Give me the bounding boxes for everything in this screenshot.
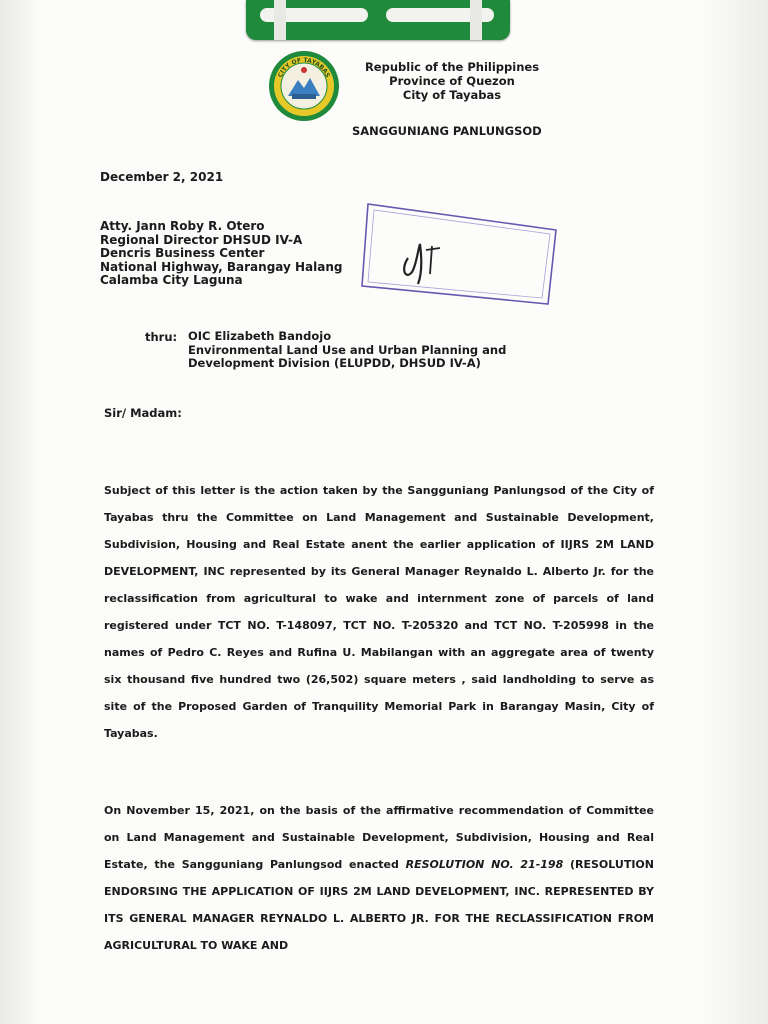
letterhead xyxy=(352,60,552,102)
city-seal-icon xyxy=(268,50,340,122)
addressee-block xyxy=(100,220,343,288)
letterhead-province: Province of Quezon xyxy=(389,74,515,88)
paragraph-2-title: (RESOLUTION ENDORSING THE APPLICATION OF IIJRS 2M LAND DEVELOPMENT, INC. REPRESENTED BY ITS GENERAL MANAGER REYNALDO L. ALBERTO JR. FOR THE RECLASSIFICATION FROM AGRICULTURAL TO WAKE AND xyxy=(104,858,654,952)
thru-block xyxy=(188,330,506,371)
paragraph-2-intro: On November 15, 2021, on the basis of the affirmative recommendation of Committee on Land Management and Sustainable Development, Subdivision, Housing and Real Estate, the Sangguniang Panlungsod enacted xyxy=(104,804,654,871)
paper-fastener xyxy=(246,0,510,40)
addressee-city: Calamba City Laguna xyxy=(100,273,243,287)
letterhead-country: Republic of the Philippines xyxy=(364,60,540,74)
received-stamp-icon xyxy=(360,200,560,310)
letter-date: December 2, 2021 xyxy=(100,170,224,184)
council-name: SANGGUNIANG PANLUNGSOD xyxy=(352,124,542,138)
letterhead-city: City of Tayabas xyxy=(402,88,502,102)
salutation: Sir/ Madam: xyxy=(104,406,182,420)
resolution-number: RESOLUTION NO. 21-198 xyxy=(405,858,564,871)
thru-name: OIC Elizabeth Bandojo xyxy=(188,329,332,343)
thru-line2: Environmental Land Use and Urban Planning and xyxy=(188,342,507,357)
addressee-title: Regional Director DHSUD IV-A xyxy=(100,232,303,247)
addressee-name: Atty. Jann Roby R. Otero xyxy=(100,219,265,233)
addressee-street: National Highway, Barangay Halang xyxy=(100,259,343,274)
body-paragraph-1: Subject of this letter is the action taken by the Sangguniang Panlungsod of the City of Tayabas thru the Committee on Land Management and Sustainable Development, Subdivision, Housing and Real Estate anent the earlier application of IIJRS 2M LAND DEVELOPMENT, INC represented by its General Manager Reynaldo L. Alberto Jr. for the reclassification from agricultural to wake and internment zone of parcels of land registered under TCT NO. T-148097, TCT NO. T-205320 and TCT NO. T-205998 in the names of Pedro C. Reyes and Rufina U. Mabilangan with an aggregate area of twenty six thousand five hundred two (26,502) square meters , said landholding to serve as site of the Proposed Garden of Tranquility Memorial Park in Barangay Masin, City of Tayabas. xyxy=(104,484,654,740)
svg-text:CITY OF TAYABAS: CITY OF TAYABAS xyxy=(276,56,332,79)
addressee-building: Dencris Business Center xyxy=(100,246,265,260)
body-paragraph-2 xyxy=(104,797,654,959)
thru-line3: Development Division (ELUPDD, DHSUD IV-A) xyxy=(188,356,481,370)
thru-label: thru: xyxy=(145,330,178,344)
